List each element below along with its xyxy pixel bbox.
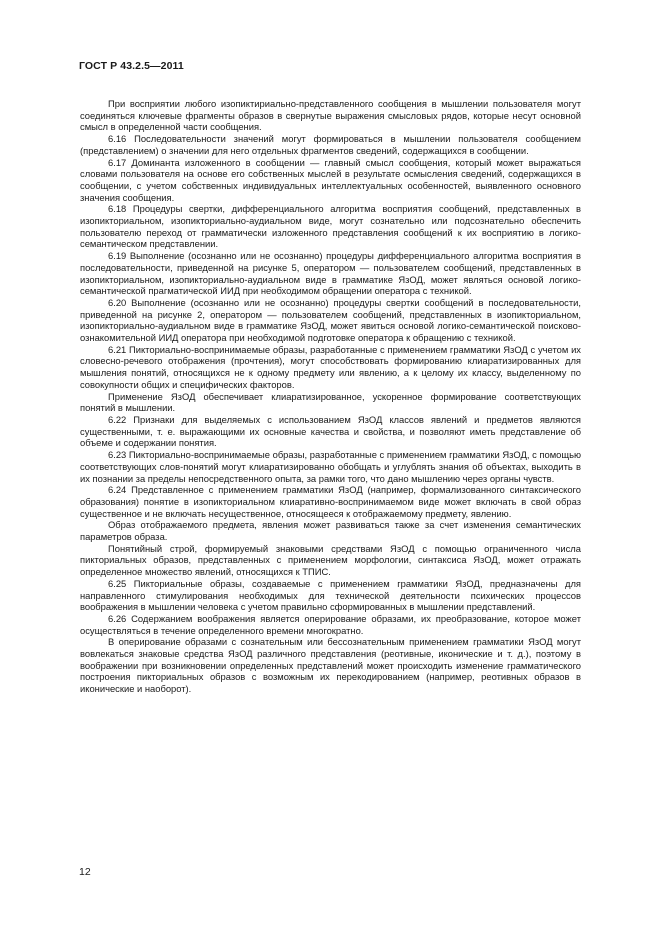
paragraph: Применение ЯзОД обеспечивает клиаратизированное, ускоренное формирование соответствующих понятий в мышлении.: [80, 390, 581, 414]
paragraph: 6.21 Пикториально-воспринимаемые образы, разработанные с применением грамматики ЯзОД с учетом их словесно-речевого отображения (прочтения), могут способствовать формированию клиаратизированных для мышления понятий, относящихся не к одному предмету или явлению, а к целому их классу, выделенному по совокупности общих и специфических факторов.: [80, 343, 581, 390]
paragraph: 6.20 Выполнение (осознанно или не осознанно) процедуры свертки сообщений в последовательности, приведенной на рисунке 2, оператором — пользователем сообщений, представленных в изопикториальном, изопикториально-аудиальном виде в грамматике ЯзОД, может явиться основой логико-семантической поисково-ознакомительной ИИД оператора при необходимой подготовке оператора к обращению с техникой.: [80, 296, 581, 344]
paragraph: 6.24 Представленное с применением грамматики ЯзОД (например, формализованного синтаксического образования) понятие в изопикториальном клиаративно-воспринимаемом виде может включать в свой образ существенное и не включать несущественное, относящееся к отображаемому предмету, явлению.: [80, 484, 581, 519]
paragraph: 6.22 Признаки для выделяемых с использованием ЯзОД классов явлений и предметов являются существенными, т. е. выражающими их основные качества и свойства, и позволяют иметь представление об объеме и содержании понятия.: [80, 413, 581, 449]
paragraph: 6.16 Последовательности значений могут формироваться в мышлении пользователя сообщением (представлением) о значении для него отдельных фрагментов сведений, содержащихся в сообщении.: [80, 133, 581, 156]
paragraph: 6.17 Доминанта изложенного в сообщении — главный смысл сообщения, который может выражаться словами пользователя на основе его собственных мыслей в результате осмысления сведений, содержащихся в сообщении, с учетом собственных индивидуальных интеллектуальных особенностей, выявленного основного значения сообщения.: [80, 156, 581, 203]
paragraph: 6.23 Пикториально-воспринимаемые образы, разработанные с применением грамматики ЯзОД, с помощью соответствующих слов-понятий могут клиаратизированно обобщать и углублять знания об объектах, выходить в их познании за пределы непосредственного опыта, за рамки того, что дано мышлению через органы чувств.: [80, 449, 581, 484]
document-body: [80, 98, 581, 695]
paragraph: 6.25 Пикториальные образы, создаваемые с применением грамматики ЯзОД, предназначены для направленного стимулирования необходимых для технической деятельности психических процессов воображения в мышлении человека с учетом правильно сформированных в мышлении представлений.: [80, 577, 581, 613]
paragraph: Образ отображаемого предмета, явления может развиваться также за счет изменения семантических параметров образа.: [80, 519, 581, 543]
paragraph: 6.19 Выполнение (осознанно или не осознанно) процедуры дифференциального алгоритма восприятия в последовательности, приведенной на рисунке 5, оператором — пользователем сообщений, представленных в изопикториальном, изопикториально-аудиальном виде в грамматике ЯзОД, может являться основой логико-семантической прагматической ИИД при необходимом обращении оператора с техникой.: [80, 250, 581, 297]
paragraph: 6.26 Содержанием воображения является оперирование образами, их преобразование, которое может осуществляться в течение определенного времени многократно.: [80, 612, 581, 636]
paragraph: Понятийный строй, формируемый знаковыми средствами ЯзОД с помощью ограниченного числа пикториальных образов, представленных с применением морфологии, синтаксиса ЯзОД, может отражать определенное множество явлений, относящихся к ТПИС.: [80, 542, 581, 578]
page-number: 12: [79, 866, 91, 878]
paragraph: В оперирование образами с сознательным или бессознательным применением грамматики ЯзОД могут вовлекаться знаковые средства ЯзОД различного представления (реотивные, иконические и т. д.), поэтому в воображении при возникновении определенных представлений может происходить изменение грамматического построения пикториальных образов с возможным их перекодированием (например, реотивных образов в иконические и наоборот).: [80, 636, 581, 695]
document-header: ГОСТ Р 43.2.5—2011: [79, 60, 184, 72]
paragraph: 6.18 Процедуры свертки, дифференциального алгоритма восприятия сообщений, представленных в изопикториальном, изопикториально-аудиальном виде, могут сознательно или подсознательно обеспечить пользователю переход от грамматически изложенного представления сообщений к их восприятию в логико-семантическом представлении.: [80, 203, 581, 250]
paragraph: При восприятии любого изопиктириально-представленного сообщения в мышлении пользователя могут соединяться ключевые фрагменты образов в свернутые выражения смысловых рядов, которые несут основной смысл в определенной части сообщения.: [80, 98, 581, 133]
